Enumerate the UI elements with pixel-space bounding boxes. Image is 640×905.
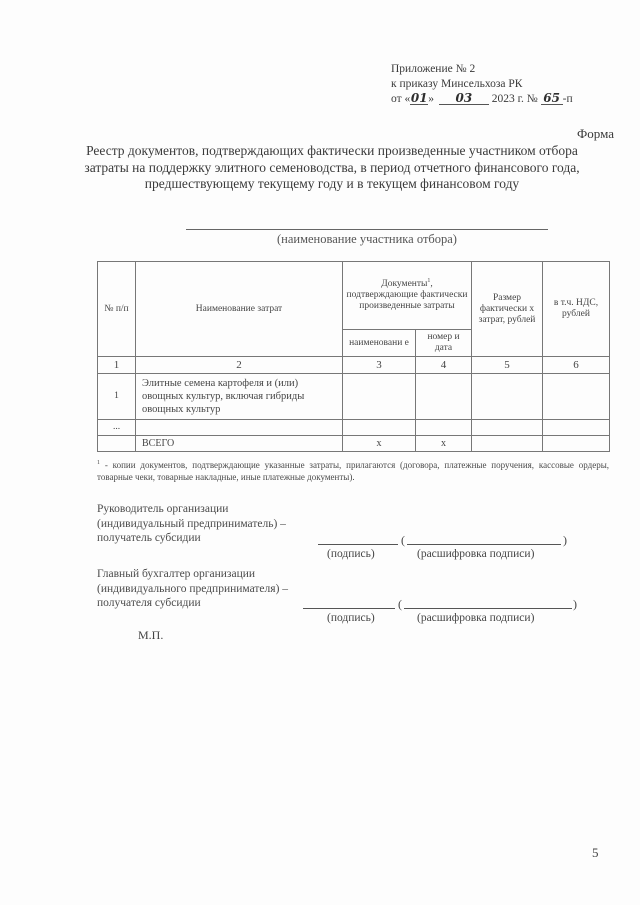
head-line-1: Руководитель организации (97, 503, 229, 515)
appendix-date-line (391, 92, 573, 107)
accountant-signature-line (303, 608, 395, 609)
handwritten-month: 03 (439, 92, 489, 105)
table-header-row (98, 262, 610, 330)
head-close-paren: ) (563, 533, 567, 547)
participant-name-line (186, 229, 548, 230)
date-mid: » (428, 93, 434, 105)
appendix-number: Приложение № 2 (391, 63, 476, 75)
appendix-order-ref: к приказу Минсельхоза РК (391, 78, 523, 90)
head-decode-caption: (расшифровка подписи) (417, 548, 535, 560)
footnote (97, 459, 609, 483)
total-doc-name: х (343, 436, 416, 452)
column-number: 3 (343, 357, 416, 374)
header-num: № п/п (98, 262, 136, 357)
empty-cell (472, 436, 543, 452)
form-label: Форма (577, 126, 614, 141)
row-num: 1 (98, 374, 136, 420)
table-total-row (98, 436, 610, 452)
accountant-line-3: получателя субсидии (97, 597, 201, 609)
head-signature-caption: (подпись) (327, 548, 375, 560)
accountant-signature-label (97, 567, 288, 611)
row-cost-name: Элитные семена картофеля и (или) овощных культур, включая гибриды овощных культур (136, 374, 343, 420)
column-number: 2 (136, 357, 343, 374)
table-row-ellipsis (98, 420, 610, 436)
head-open-paren: ( (401, 533, 405, 547)
appendix-header (391, 62, 573, 107)
head-signature-label (97, 502, 286, 546)
accountant-decode-caption: (расшифровка подписи) (417, 612, 535, 624)
head-line-2: (индивидуальный предприниматель) – (97, 517, 286, 530)
column-number: 5 (472, 357, 543, 374)
handwritten-order-number: 65 (541, 92, 563, 105)
page-number: 5 (592, 845, 599, 860)
handwritten-day: 01 (410, 91, 428, 105)
registry-table (97, 261, 610, 452)
total-label: ВСЕГО (136, 436, 343, 452)
head-decode-line (407, 544, 561, 545)
header-amount: Размер фактически х затрат, рублей (472, 262, 543, 357)
participant-caption: (наименование участника отбора) (277, 232, 457, 246)
accountant-line-1: Главный бухгалтер организации (97, 568, 256, 580)
document-title: Реестр документов, подтверждающих фактически произведенные участником отбора затраты на поддержку элитного семеноводства, в период отчетного финансового года, предшествующему текущему году и в текущем финансовом году (84, 143, 580, 191)
head-line-3: получатель субсидии (97, 532, 201, 544)
row-doc-name (343, 374, 416, 420)
header-doc-name: наименовани е (343, 330, 416, 357)
row-doc-number (416, 374, 472, 420)
empty-cell (472, 420, 543, 436)
stamp-label: М.П. (138, 628, 164, 642)
head-signature-line (318, 544, 398, 545)
empty-cell (343, 420, 416, 436)
column-number: 1 (98, 357, 136, 374)
column-number: 6 (543, 357, 610, 374)
empty-cell (98, 436, 136, 452)
footnote-text: - копии документов, подтверждающие указанные затраты, прилагаются (договора, платежные поручения, кассовые ордеры, товарные чеки, товарные накладные, иные платежные документы). (97, 460, 609, 482)
column-numbers-row (98, 357, 610, 374)
row-amount (472, 374, 543, 420)
accountant-close-paren: ) (573, 597, 577, 611)
header-vat: в т.ч. НДС, рублей (543, 262, 610, 357)
row-vat (543, 374, 610, 420)
ellipsis-cell: ... (98, 420, 136, 436)
date-prefix: от « (391, 93, 411, 105)
column-number: 4 (416, 357, 472, 374)
order-suffix: -п (562, 93, 573, 105)
empty-cell (543, 420, 610, 436)
header-cost-name: Наименование затрат (136, 262, 343, 357)
header-doc-number: номер и дата (416, 330, 472, 357)
header-documents: Документы$^1$, подтверждающие фактически произведенные затраты (343, 262, 472, 330)
footnote-marker: 1 (97, 460, 100, 466)
accountant-decode-line (404, 608, 572, 609)
empty-cell (416, 420, 472, 436)
accountant-open-paren: ( (398, 597, 402, 611)
accountant-signature-caption: (подпись) (327, 612, 375, 624)
total-doc-number: х (416, 436, 472, 452)
empty-cell (136, 420, 343, 436)
date-year: 2023 г. № (491, 93, 538, 105)
accountant-line-2: (индивидуального предпринимателя) – (97, 582, 289, 595)
empty-cell (543, 436, 610, 452)
table-row (98, 374, 610, 420)
